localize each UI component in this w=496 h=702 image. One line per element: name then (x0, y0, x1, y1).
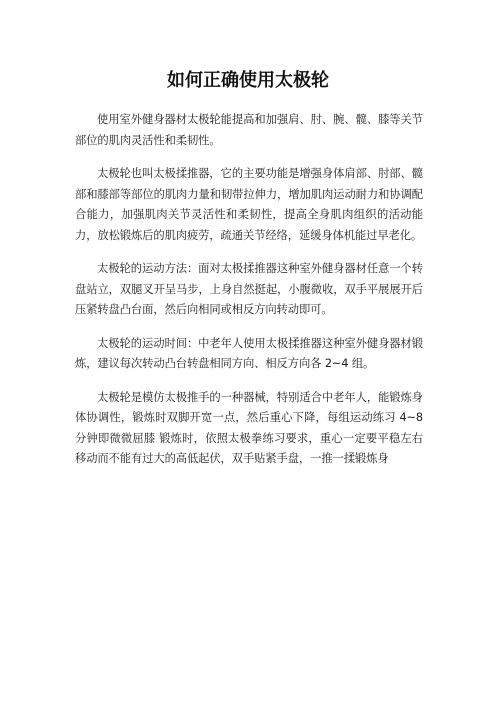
document-body (75, 110, 423, 483)
paragraph-method: 太极轮的运动方法：面对太极揉推器这种室外健身器材任意一个转盘站立，双腿叉开呈马步，上身自然挺起，小腹微收，双手平展展开后压紧转盘凸台面，然后向相同或相反方向转动即可。 (75, 262, 423, 316)
paragraph-intro: 使用室外健身器材太极轮能提高和加强肩、肘、腕、髋、膝等关节部位的肌肉灵活性和柔韧性。 (75, 113, 423, 147)
paragraph-technique: 太极轮是模仿太极推手的一种器械，特别适合中老年人，能锻炼身体协调性，锻炼时双脚开宽一点，然后重心下降，每组运动练习 4~8 分钟即微微屈膝 锻炼时，依照太极拳练习要求，重心一定要平稳左右移动而不能有过大的高低起伏，双手贴紧手盘，一推一揉锻炼身 (75, 390, 423, 465)
paragraph-function: 太极轮也叫太极揉推器，它的主要功能是增强身体肩部、肘部、髋部和膝部等部位的肌肉力量和韧带拉伸力，增加肌肉运动耐力和协调配合能力，加强肌肉关节灵活性和柔韧性，提高全身肌肉组织的活动能力，放松锻炼后的肌肉疲劳，疏通关节经络，延缓身体机能过早老化。 (75, 167, 423, 242)
document-title: 如何正确使用太极轮 (167, 70, 329, 91)
paragraph-duration: 太极轮的运动时间：中老年人使用太极揉推器这种室外健身器材锻炼，建议每次转动凸台转盘相同方向、相反方向各 2~4 组。 (75, 336, 423, 370)
